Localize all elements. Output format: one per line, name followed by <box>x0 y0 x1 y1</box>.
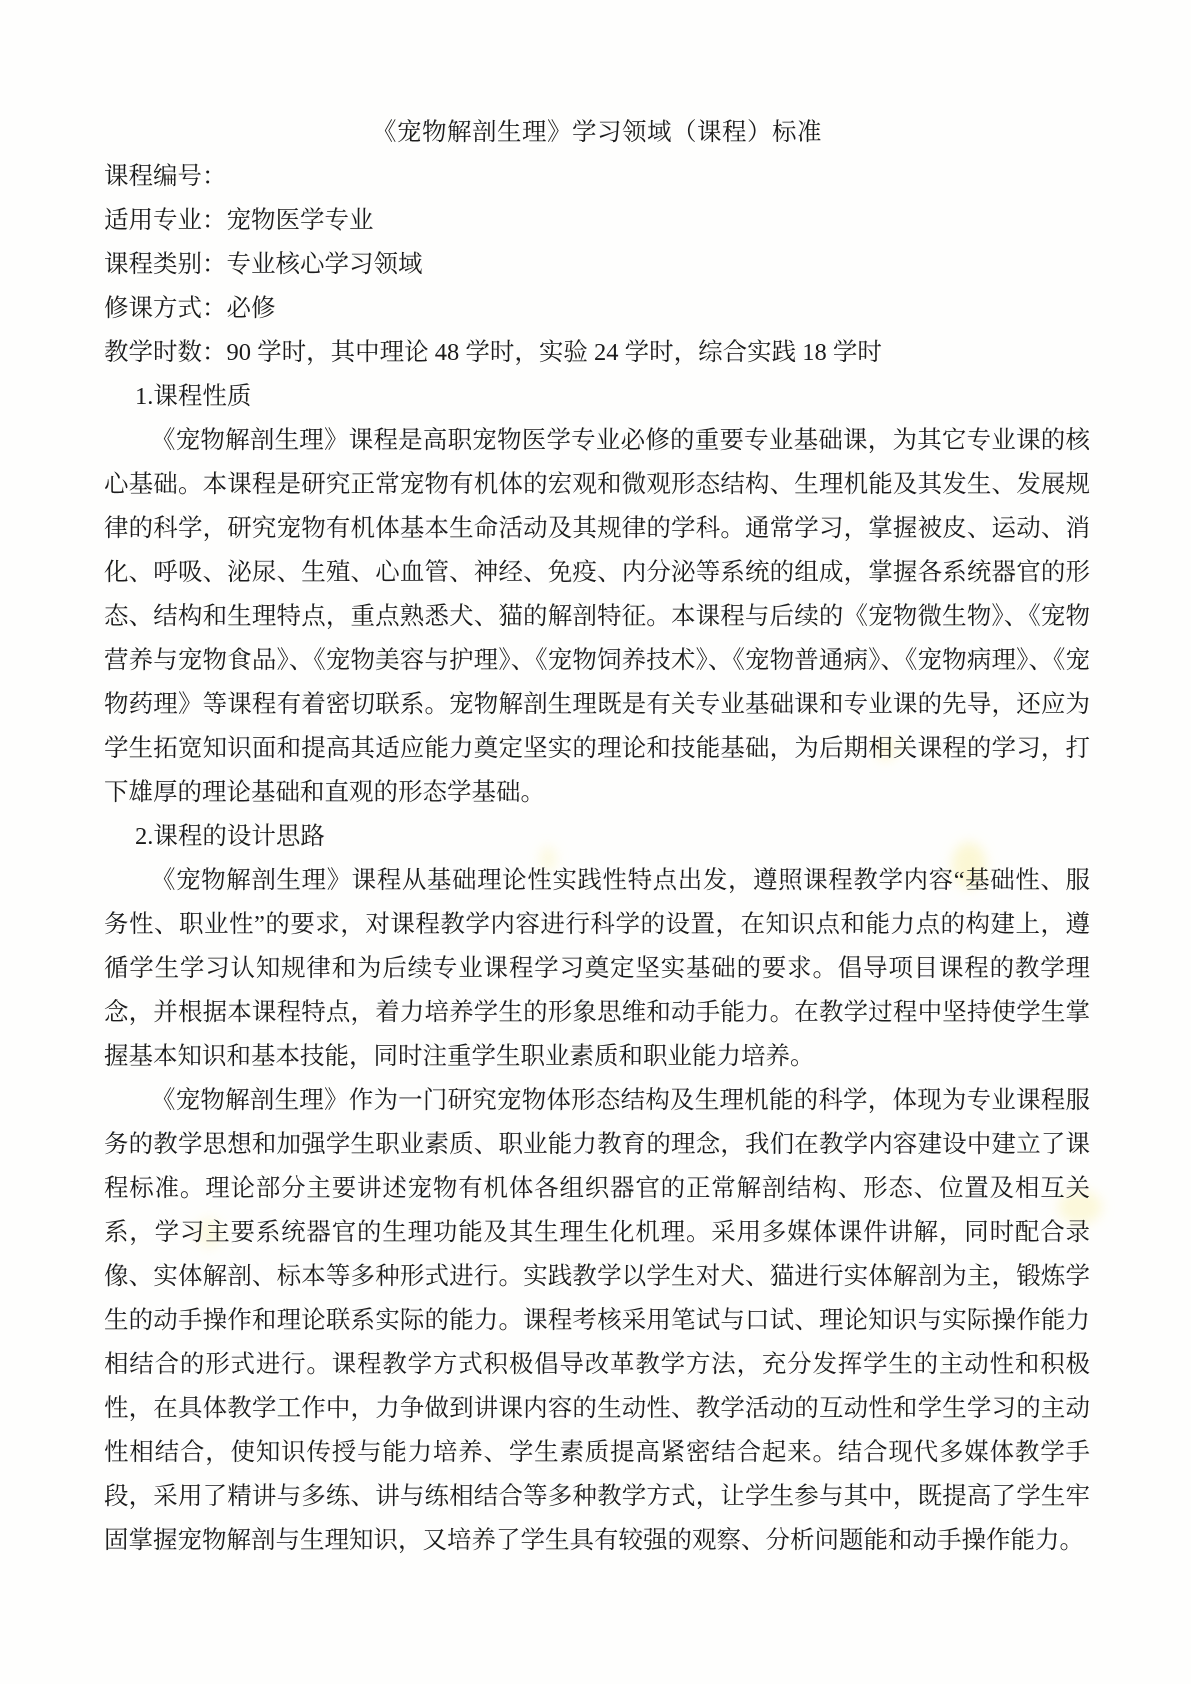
meta-course-code: 课程编号： <box>104 163 227 190</box>
section-heading-design-approach: 2.课程的设计思路 <box>135 823 325 850</box>
section-course-nature <box>104 375 1090 815</box>
paragraph-course-nature: 《宠物解剖生理》课程是高职宠物医学专业必修的重要专业基础课，为其它专业课的核心基础。本课程是研究正常宠物有机体的宏观和微观形态结构、生理机能及其发生、发展规律的科学，研究宠物有机体基本生命活动及其规律的学科。通常学习，掌握被皮、运动、消化、呼吸、泌尿、生殖、心血管、神经、免疫、内分泌等系统的组成，掌握各系统器官的形态、结构和生理特点，重点熟悉犬、猫的解剖特征。本课程与后续的《宠物微生物》、《宠物营养与宠物食品》、《宠物美容与护理》、《宠物饲养技术》、《宠物普通病》、《宠物病理》、《宠物药理》等课程有着密切联系。宠物解剖生理既是有关专业基础课和专业课的先导，还应为学生拓宽知识面和提高其适应能力奠定坚实的理论和技能基础，为后期相关课程的学习，打下雄厚的理论基础和直观的形态学基础。 <box>104 427 1090 806</box>
section-design-approach <box>104 815 1090 1563</box>
course-meta-block <box>104 155 1090 375</box>
meta-applicable-major: 适用专业：宠物医学专业 <box>104 207 374 234</box>
document-content <box>104 111 1090 1563</box>
meta-course-category: 课程类别：专业核心学习领域 <box>104 251 423 278</box>
section-heading-course-nature: 1.课程性质 <box>135 383 252 410</box>
document-title: 《宠物解剖生理》学习领域（课程）标准 <box>372 119 822 146</box>
meta-teaching-hours: 教学时数：90 学时，其中理论 48 学时，实验 24 学时，综合实践 18 学时 <box>104 339 882 366</box>
paragraph-design-approach-2: 《宠物解剖生理》作为一门研究宠物体形态结构及生理机能的科学，体现为专业课程服务的教学思想和加强学生职业素质、职业能力教育的理念，我们在教学内容建设中建立了课程标准。理论部分主要讲述宠物有机体各组织器官的正常解剖结构、形态、位置及相互关系，学习主要系统器官的生理功能及其生理生化机理。采用多媒体课件讲解，同时配合录像、实体解剖、标本等多种形式进行。实践教学以学生对犬、猫进行实体解剖为主，锻炼学生的动手操作和理论联系实际的能力。课程考核采用笔试与口试、理论知识与实际操作能力相结合的形式进行。课程教学方式积极倡导改革教学方法，充分发挥学生的主动性和积极性，在具体教学工作中，力争做到讲课内容的生动性、教学活动的互动性和学生学习的主动性相结合，使知识传授与能力培养、学生素质提高紧密结合起来。结合现代多媒体教学手段，采用了精讲与多练、讲与练相结合等多种教学方式，让学生参与其中，既提高了学生牢固掌握宠物解剖与生理知识，又培养了学生具有较强的观察、分析问题能和动手操作能力。 <box>104 1087 1090 1554</box>
meta-course-mode: 修课方式：必修 <box>104 295 276 322</box>
paragraph-design-approach-1: 《宠物解剖生理》课程从基础理论性实践性特点出发，遵照课程教学内容“基础性、服务性、职业性”的要求，对课程教学内容进行科学的设置，在知识点和能力点的构建上，遵循学生学习认知规律和为后续专业课程学习奠定坚实基础的要求。倡导项目课程的教学理念，并根据本课程特点，着力培养学生的形象思维和动手能力。在教学过程中坚持使学生掌握基本知识和基本技能，同时注重学生职业素质和职业能力培养。 <box>104 867 1090 1070</box>
